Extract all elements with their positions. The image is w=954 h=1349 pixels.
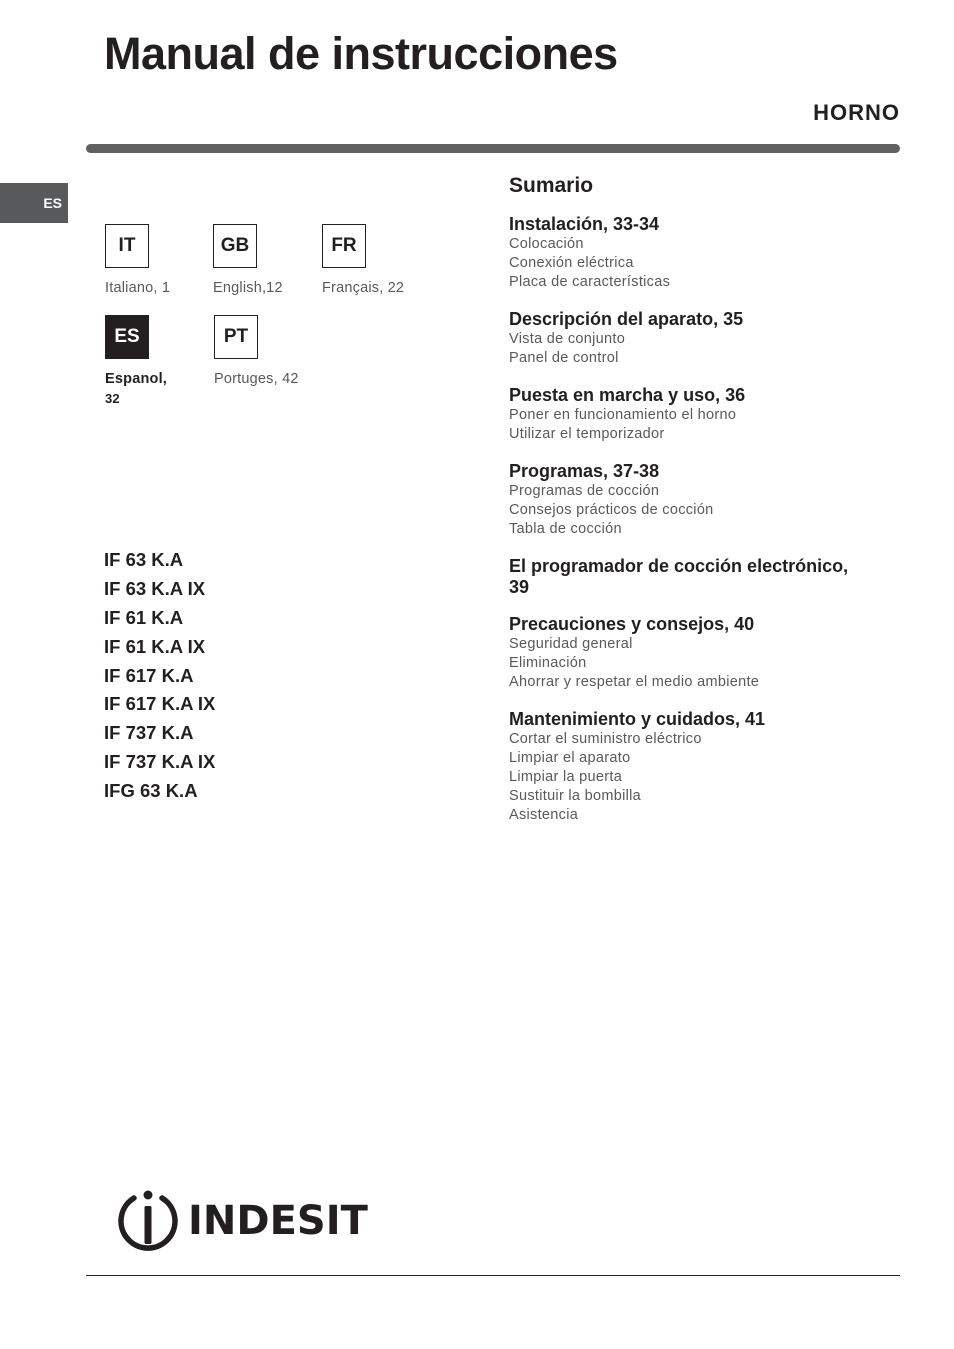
toc-item[interactable]: Poner en funcionamiento el horno	[509, 407, 737, 423]
toc-item[interactable]: Limpiar la puerta	[509, 769, 623, 785]
language-page: 32	[105, 391, 120, 406]
toc-item[interactable]: Cortar el suministro eléctrico	[509, 731, 702, 747]
language-item-it[interactable]	[105, 224, 215, 298]
toc-section-heading[interactable]: Mantenimiento y cuidados, 41	[509, 709, 766, 729]
toc-item[interactable]: Utilizar el temporizador	[509, 426, 665, 442]
toc-section-programador[interactable]	[509, 556, 909, 597]
toc-section-precauciones[interactable]	[509, 614, 909, 692]
model-item: IF 737 K.A	[104, 722, 194, 744]
toc-title: Sumario	[509, 174, 594, 197]
language-label	[105, 369, 215, 409]
toc-item[interactable]: Vista de conjunto	[509, 331, 626, 347]
toc-section-heading[interactable]: Puesta en marcha y uso, 36	[509, 385, 746, 405]
toc-item[interactable]: Programas de cocción	[509, 483, 660, 499]
language-label: Français, 22	[322, 280, 405, 296]
toc-item[interactable]: Ahorrar y respetar el medio ambiente	[509, 674, 760, 690]
page-title: Manual de instrucciones	[104, 28, 618, 79]
toc-section-descripcion[interactable]	[509, 309, 909, 368]
toc-item[interactable]: Tabla de cocción	[509, 521, 622, 537]
language-label-text: Espanol,	[105, 371, 168, 387]
toc-item[interactable]: Colocación	[509, 236, 584, 252]
toc-section-heading[interactable]: Programas, 37-38	[509, 461, 660, 481]
language-code-box: IT	[105, 224, 149, 268]
toc-section-puesta-en-marcha[interactable]	[509, 385, 909, 444]
model-item: IFG 63 K.A	[104, 780, 198, 802]
language-item-gb[interactable]	[213, 224, 323, 298]
language-side-tab: ES	[0, 183, 68, 223]
language-code-box: FR	[322, 224, 366, 268]
language-item-pt[interactable]	[214, 315, 324, 389]
toc-section-heading[interactable]: Precauciones y consejos, 40	[509, 614, 755, 634]
model-item: IF 61 K.A	[104, 606, 184, 628]
footer-divider	[86, 1275, 900, 1276]
toc-section-heading[interactable]: Descripción del aparato, 35	[509, 309, 744, 329]
toc-item[interactable]: Seguridad general	[509, 636, 633, 652]
language-label: English,12	[213, 280, 283, 296]
toc-section-heading-page[interactable]: 39	[509, 577, 530, 597]
toc-item[interactable]: Conexión eléctrica	[509, 255, 634, 271]
language-code-box: GB	[213, 224, 257, 268]
toc-item[interactable]: Limpiar el aparato	[509, 750, 631, 766]
language-item-es[interactable]	[105, 315, 215, 409]
language-code-box: ES	[105, 315, 149, 359]
product-label: HORNO	[813, 100, 900, 125]
model-item: IF 737 K.A IX	[104, 751, 216, 773]
toc-item[interactable]: Asistencia	[509, 807, 579, 823]
toc-item[interactable]: Panel de control	[509, 350, 619, 366]
model-list	[104, 548, 215, 808]
toc-section-programas[interactable]	[509, 461, 909, 539]
toc-section-instalacion[interactable]	[509, 214, 909, 292]
language-item-fr[interactable]	[322, 224, 432, 298]
logo-wordmark: INDESIT	[188, 1198, 368, 1244]
language-code-box: PT	[214, 315, 258, 359]
header-divider	[86, 144, 900, 153]
model-item: IF 617 K.A	[104, 664, 194, 686]
model-item: IF 617 K.A IX	[104, 693, 216, 715]
indesit-logo	[116, 1186, 368, 1256]
toc-section-mantenimiento[interactable]	[509, 709, 909, 825]
toc-item[interactable]: Sustituir la bombilla	[509, 788, 642, 804]
model-item: IF 61 K.A IX	[104, 635, 206, 657]
toc-section-heading[interactable]: Instalación, 33-34	[509, 214, 660, 234]
language-label: Portuges, 42	[214, 371, 299, 387]
language-label: Italiano, 1	[105, 280, 171, 296]
toc-section-heading[interactable]: El programador de cocción electrónico,	[509, 556, 849, 576]
model-item: IF 63 K.A	[104, 549, 184, 570]
toc-item[interactable]: Eliminación	[509, 655, 587, 671]
table-of-contents	[509, 174, 909, 842]
model-item: IF 63 K.A IX	[104, 577, 206, 599]
indesit-i-mark-icon	[116, 1188, 180, 1254]
toc-item[interactable]: Consejos prácticos de cocción	[509, 502, 714, 518]
toc-item[interactable]: Placa de características	[509, 274, 671, 290]
